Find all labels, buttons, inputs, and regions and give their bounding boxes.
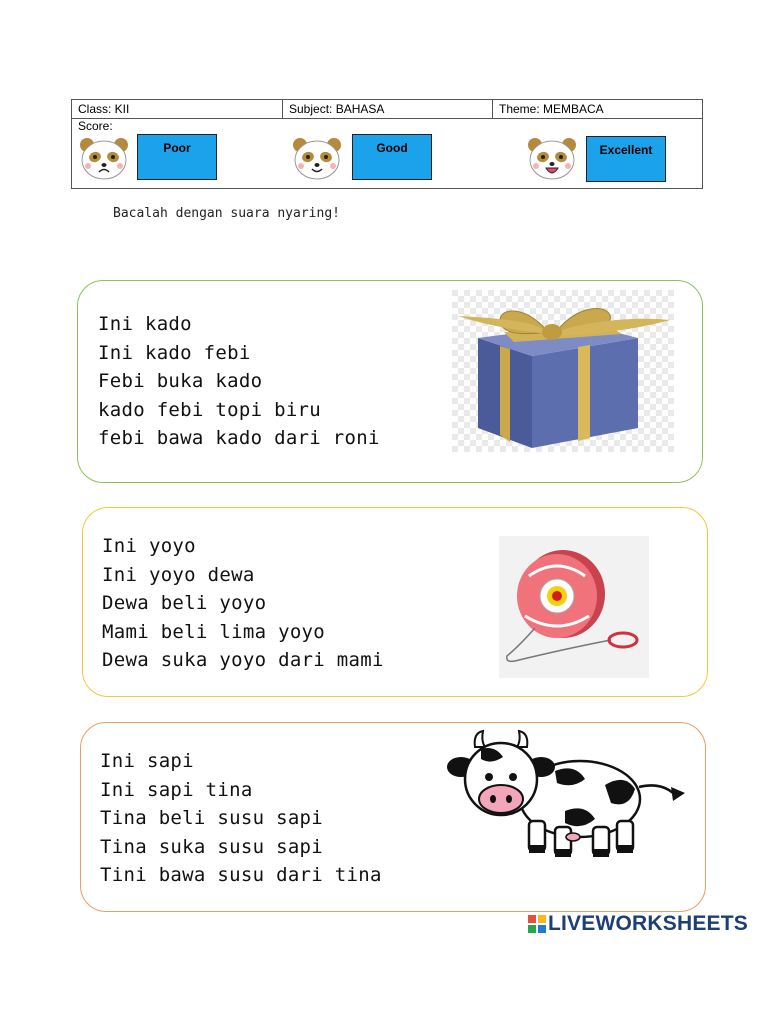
passage-line: Ini kado [98, 313, 192, 335]
score-label: Score: [78, 119, 113, 133]
passage-line: Tina beli susu sapi [100, 807, 324, 829]
liveworksheets-logo-icon [528, 915, 546, 933]
liveworksheets-logo [528, 912, 748, 936]
rating-good-button[interactable]: Good [352, 134, 432, 180]
instruction-text: Bacalah dengan suara nyaring! [113, 206, 340, 221]
passage-line: Tina suka susu sapi [100, 835, 324, 858]
gift-box-icon [452, 290, 674, 452]
header-info-row [72, 100, 702, 119]
rating-excellent-button[interactable]: Excellent [586, 136, 666, 182]
passage-line: Mami beli lima yoyo [102, 620, 326, 643]
logo-text: LIVEWORKSHEETS [548, 912, 748, 935]
class-cell: Class: KII [72, 100, 283, 118]
passage-line: Ini sapi tina [100, 778, 253, 801]
rating-poor-button[interactable]: Poor [137, 134, 217, 180]
passage-line: Ini kado febi [98, 341, 251, 364]
smile-panda-icon [291, 135, 343, 181]
passage-line: febi bawa kado dari roni [98, 427, 380, 449]
passage-line: Febi buka kado [98, 370, 263, 392]
passage-line: Dewa beli yoyo [102, 592, 267, 614]
passage-line: Tini bawa susu dari tina [100, 864, 382, 886]
passage-lines [100, 747, 382, 890]
passage-lines [98, 310, 380, 453]
cow-icon [445, 727, 687, 861]
yoyo-icon [499, 536, 649, 678]
passage-line: kado febi topi biru [98, 398, 322, 421]
passage-line: Ini yoyo [102, 535, 196, 557]
passage-line: Ini sapi [100, 750, 194, 772]
theme-cell: Theme: MEMBACA [499, 102, 604, 116]
happy-panda-icon [526, 135, 578, 181]
passage-lines [102, 532, 384, 675]
passage-card-gift [77, 280, 703, 483]
subject-cell: Subject: BAHASA [283, 100, 493, 118]
passage-card-yoyo [82, 507, 708, 697]
sad-panda-icon [78, 135, 130, 181]
passage-card-cow [80, 722, 706, 912]
passage-line: Ini yoyo dewa [102, 563, 255, 586]
passage-line: Dewa suka yoyo dari mami [102, 649, 384, 671]
worksheet-header-table [71, 99, 703, 189]
